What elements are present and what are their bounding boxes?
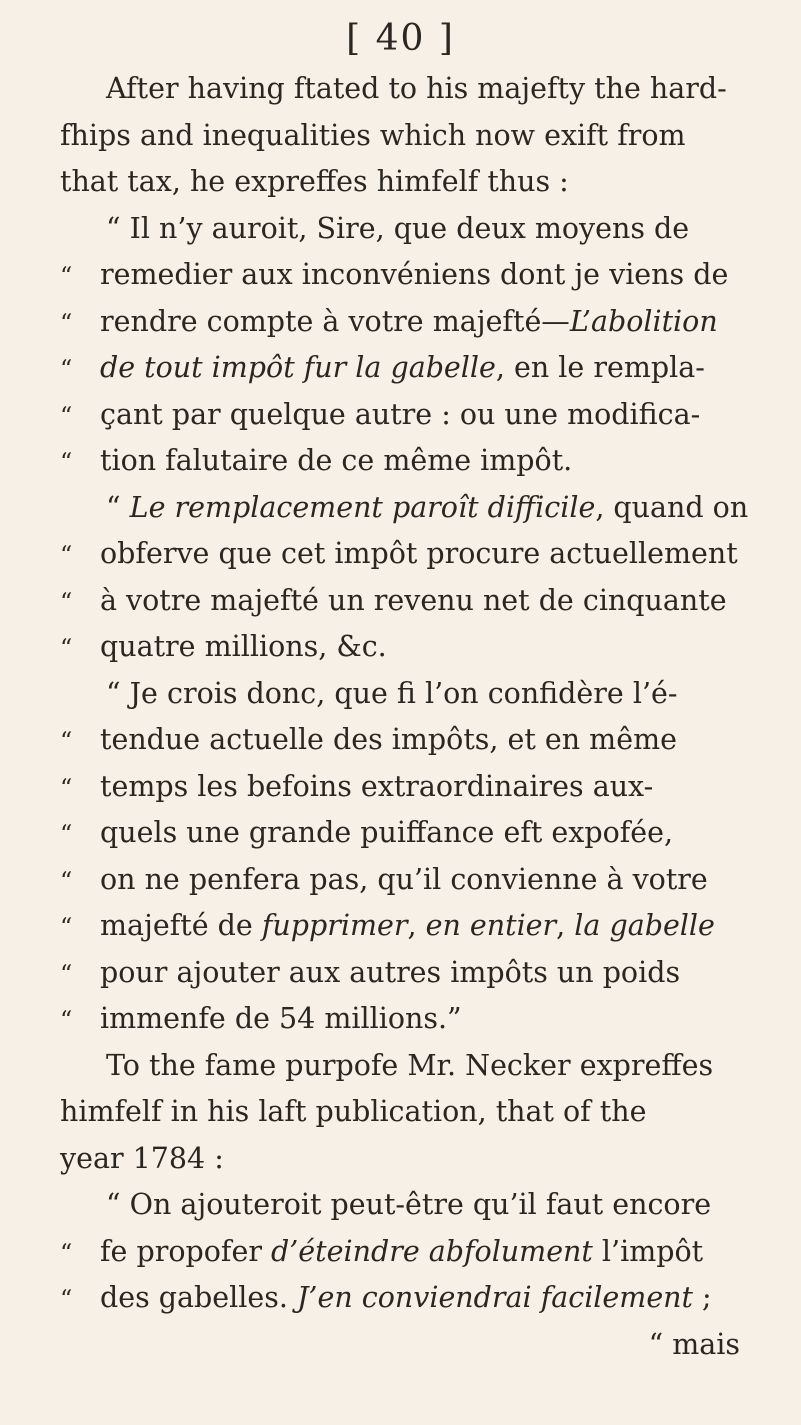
text-line <box>60 717 760 764</box>
line-text: fe propofer <box>100 1234 271 1268</box>
quote-mark: “ <box>60 448 73 476</box>
italic-text: en entier <box>425 909 557 942</box>
line-text: des gabelles. <box>100 1281 297 1314</box>
text-line <box>60 1182 760 1229</box>
page-number: [ 40 ] <box>346 18 455 59</box>
text-line <box>60 1275 760 1322</box>
text-line <box>60 810 760 857</box>
body-text <box>60 66 760 1368</box>
text-line <box>60 950 760 997</box>
line-text: “ Je crois donc, que fi l’on confidère l’é- <box>106 676 678 710</box>
line-text: After having ftated to his majefty the hard- <box>106 72 727 105</box>
text-line <box>60 66 760 113</box>
italic-text: J’en conviendrai facilement <box>296 1281 693 1314</box>
line-text: fhips and inequalities which now exift from <box>60 118 686 152</box>
quote-mark: “ <box>60 262 73 290</box>
line-text: rendre compte à votre majefté— <box>100 304 570 338</box>
quote-mark: “ <box>60 866 73 895</box>
italic-text: de tout impôt fur la gabelle <box>100 351 496 384</box>
line-text: “ On ajouteroit peut-être qu’il faut encore <box>106 1188 712 1221</box>
quote-mark: “ <box>60 401 73 430</box>
quote-mark: “ <box>60 587 73 616</box>
line-text: obferve que cet impôt procure actuellement <box>100 537 738 570</box>
quote-mark: “ <box>60 541 73 569</box>
line-text: himfelf in his laft publication, that of the <box>60 1095 647 1128</box>
text-line <box>60 252 760 299</box>
text-line <box>60 624 760 671</box>
line-text: on ne penfera pas, qu’il convienne à votre <box>100 862 708 896</box>
text-line <box>60 857 760 904</box>
line-text: l’impôt <box>592 1234 704 1268</box>
line-text: , <box>407 909 426 942</box>
line-text: temps les befoins extraordinaires aux- <box>100 769 654 803</box>
text-line <box>60 345 760 392</box>
quote-mark: “ <box>60 1006 73 1034</box>
italic-text: la gabelle <box>574 909 715 942</box>
text-line <box>60 299 760 346</box>
text-line <box>60 1136 760 1183</box>
quote-mark: “ <box>60 959 73 988</box>
quote-mark: “ <box>60 820 73 848</box>
italic-text: fupprimer <box>261 909 408 942</box>
text-line <box>60 206 760 253</box>
text-line <box>60 113 760 160</box>
line-text: pour ajouter aux autres impôts un poids <box>100 955 681 989</box>
quote-mark: “ <box>60 1285 73 1313</box>
line-text: , <box>556 909 575 942</box>
line-text: tendue actuelle des impôts, et en même <box>100 723 677 756</box>
line-text: , en le rempla- <box>495 351 705 384</box>
line-text: ; <box>693 1281 712 1314</box>
line-text: à votre majefté un revenu net de cinquante <box>100 583 727 617</box>
catchword: “ mais <box>648 1327 740 1361</box>
text-line <box>60 438 760 485</box>
text-line <box>60 1089 760 1136</box>
text-line <box>60 671 760 718</box>
italic-text: d’éteindre abfolument <box>271 1234 593 1268</box>
text-line <box>60 578 760 625</box>
quote-mark: “ <box>60 773 73 802</box>
line-text: that tax, he expreffes himfelf thus : <box>60 165 569 198</box>
line-text: To the fame purpofe Mr. Necker expreffes <box>106 1048 714 1082</box>
text-line <box>60 392 760 439</box>
line-text: çant par quelque autre : ou une modifica- <box>100 397 701 431</box>
text-line <box>60 764 760 811</box>
quote-mark: “ <box>60 355 73 383</box>
text-line <box>60 159 760 206</box>
text-line <box>60 485 760 532</box>
text-line <box>60 996 760 1043</box>
text-line <box>60 1043 760 1090</box>
line-text: , quand on <box>595 490 749 524</box>
line-text: quels une grande puiffance eft expofée, <box>100 816 674 849</box>
quote-mark: “ <box>60 1238 73 1267</box>
line-text: year 1784 : <box>60 1141 224 1175</box>
quote-mark: “ <box>60 913 73 941</box>
line-text: majefté de <box>100 909 262 942</box>
line-text: tion falutaire de ce même impôt. <box>100 444 573 477</box>
italic-text: Le remplacement paroît difficile <box>129 490 596 524</box>
text-line <box>60 903 760 950</box>
line-text: “ Il n’y auroit, Sire, que deux moyens de <box>106 211 690 245</box>
text-line <box>60 1229 760 1276</box>
quote-mark: “ <box>60 727 73 755</box>
line-text: immenfe de 54 millions.” <box>100 1002 462 1035</box>
quote-mark: “ <box>60 308 73 337</box>
line-text: quatre millions, &c. <box>100 630 387 663</box>
italic-text: L’abolition <box>569 304 718 338</box>
line-text: remedier aux inconvéniens dont je viens de <box>100 258 729 291</box>
text-line <box>60 531 760 578</box>
line-text: “ <box>106 490 130 524</box>
quote-mark: “ <box>60 634 73 662</box>
